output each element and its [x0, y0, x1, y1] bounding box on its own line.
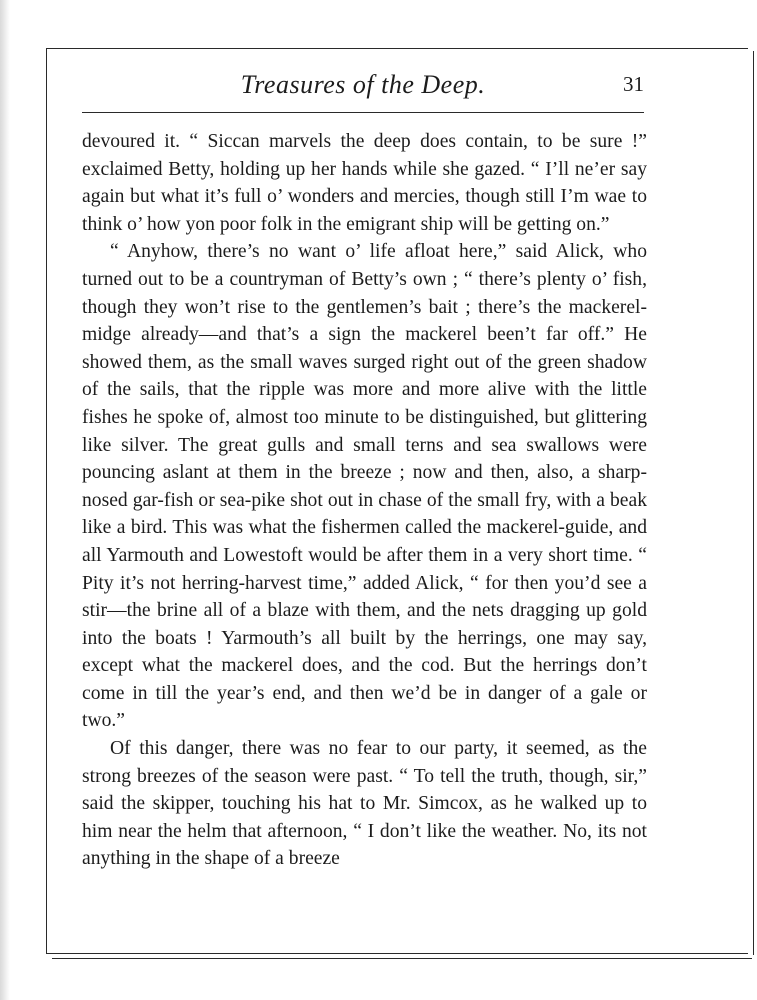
page-header	[82, 66, 644, 106]
header-rule	[82, 112, 644, 113]
bottom-border-line	[52, 958, 752, 959]
running-title: Treasures of the Deep.	[240, 70, 486, 99]
page-number: 31	[623, 72, 644, 96]
paragraph-2: “ Anyhow, there’s no want o’ life afloat here,” said Alick, who turned out to be a countryman of Betty’s own ; “ there’s plenty o’ fish, though they won’t rise to the gentlemen’s bait ; there’s the mackerel-midge already—and that’s a sign the mackerel been’t far off.” He showed them, as the small waves surged right out of the green shadow of the sails, that the ripple was more and more alive with the little fishes he spoke of, almost too minute to be distinguished, but glittering like silver. The great gulls and small terns and sea swallows were pouncing aslant at them in the breeze ; now and then, also, a sharp-nosed gar-fish or sea-pike shot out in chase of the small fry, with a beak like a bird. This was what the fishermen called the mackerel-guide, and all Yarmouth and Lowestoft would be after them in a very short time. “ Pity it’s not herring-harvest time,” added Alick, “ for then you’d see a stir—the brine all of a blaze with them, and the nets dragging up gold into the boats ! Yarmouth’s all built by the herrings, one may say, except what the mackerel does, and the cod. But the herrings don’t come in till the year’s end, and then we’d be in danger of a gale or two.”	[82, 241, 647, 732]
body-text	[82, 128, 647, 873]
page-edge-shadow	[0, 0, 10, 1000]
paragraph-3: Of this danger, there was no fear to our party, it seemed, as the strong breezes of the season were past. “ To tell the truth, though, sir,” said the skipper, touching his hat to Mr. Simcox, as he walked up to him near the helm that afternoon, “ I don’t like the weather. No, its not anything in the shape of a breeze	[82, 738, 647, 870]
paragraph-1: devoured it. “ Siccan marvels the deep does contain, to be sure !” exclaimed Betty, holding up her hands while she gazed. “ I’ll ne’er say again but what it’s full o’ wonders and mercies, though still I’m wae to think o’ how yon poor folk in the emigrant ship will be getting on.”	[82, 131, 647, 235]
